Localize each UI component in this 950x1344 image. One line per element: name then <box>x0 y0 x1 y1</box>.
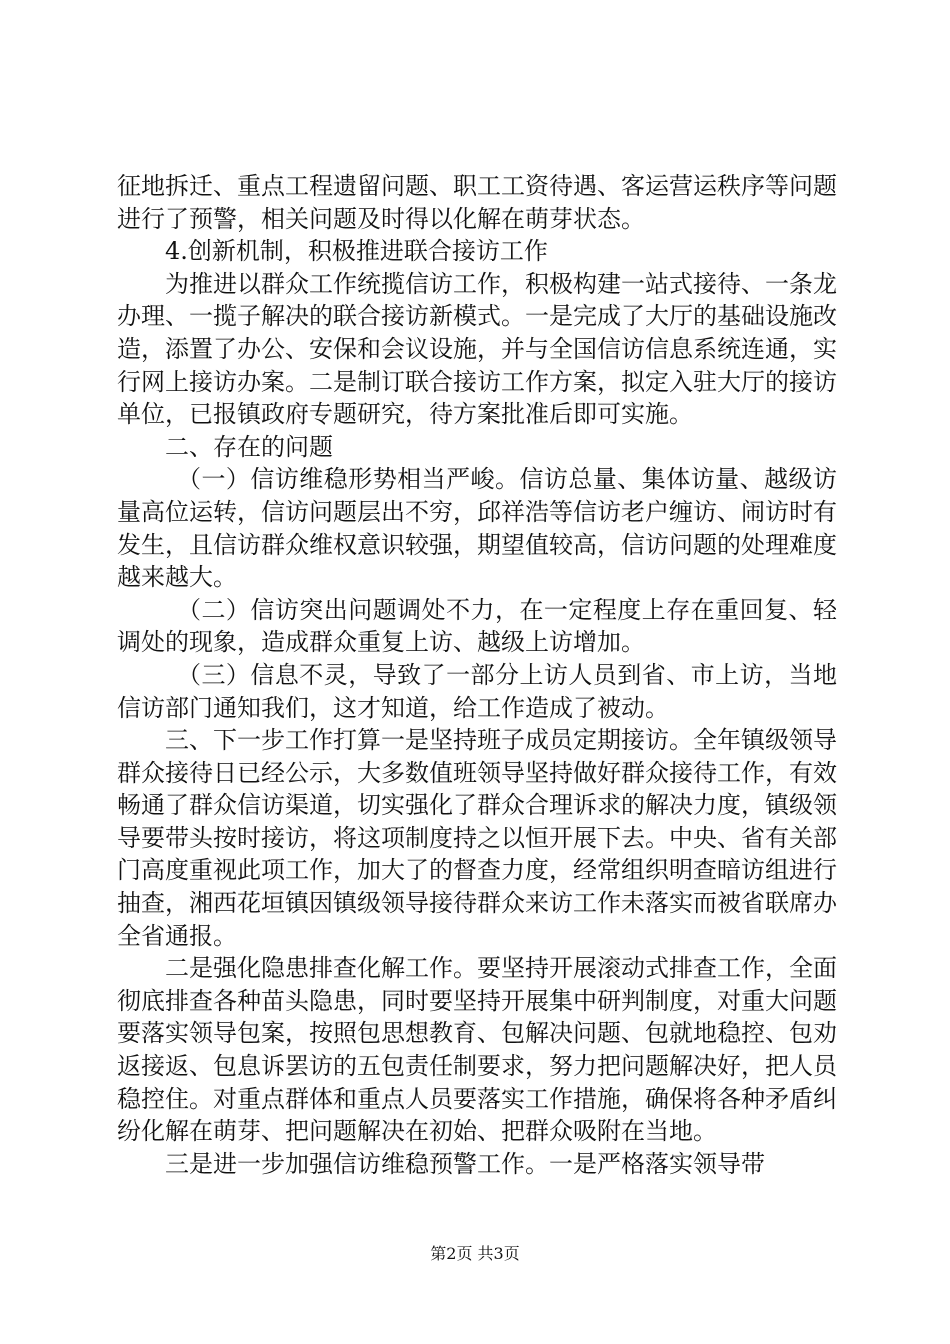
document-body <box>117 170 837 1180</box>
paragraph-risk-screening: 二是强化隐患排查化解工作。要坚持开展滚动式排查工作，全面彻底排查各种苗头隐患，同时要坚持开展集中研判制度，对重大问题要落实领导包案，按照包思想教育、包解决问题、包就地稳控、包劝返接返、包息诉罢访的五包责任制要求，努力把问题解决好，把人员稳控住。对重点群体和重点人员要落实工作措施，确保将各种矛盾纠纷化解在萌芽、把问题解决在初始、把群众吸附在当地。 <box>117 954 837 1146</box>
paragraph-early-warning: 三是进一步加强信访维稳预警工作。一是严格落实领导带 <box>165 1149 765 1178</box>
paragraph-problem-1: （一）信访维稳形势相当严峻。信访总量、集体访量、越级访量高位运转，信访问题层出不穷，邱祥浩等信访老户缠访、闹访时有发生，且信访群众维权意识较强，期望值较高，信访问题的处理难度越来越大。 <box>117 465 837 592</box>
paragraph-next-steps: 三、下一步工作打算一是坚持班子成员定期接访。全年镇级领导群众接待日已经公示，大多数值班领导坚持做好群众接待工作，有效畅通了群众信访渠道，切实强化了群众合理诉求的解决力度，镇级领导要带头按时接访，将这项制度持之以恒开展下去。中央、省有关部门高度重视此项工作，加大了的督查力度，经常组织明查暗访组进行抽查，湘西花垣镇因镇级领导接待群众来访工作未落实而被省联席办全省通报。 <box>117 726 837 950</box>
paragraph-problem-2: （二）信访突出问题调处不力，在一定程度上存在重回复、轻调处的现象，造成群众重复上访、越级上访增加。 <box>117 595 837 657</box>
paragraph-continuation: 征地拆迁、重点工程遗留问题、职工工资待遇、客运营运秩序等问题进行了预警，相关问题及时得以化解在萌芽状态。 <box>117 172 837 233</box>
page-number-footer: 第2页 共3页 <box>430 1244 520 1263</box>
paragraph-joint-reception: 为推进以群众工作统揽信访工作，积极构建一站式接待、一条龙办理、一揽子解决的联合接访新模式。一是完成了大厅的基础设施改造，添置了办公、安保和会议设施，并与全国信访信息系统连通，实行网上接访办案。二是制订联合接访工作方案，拟定入驻大厅的接访单位，已报镇政府专题研究，待方案批准后即可实施。 <box>117 269 837 429</box>
paragraph-problem-3: （三）信息不灵，导致了一部分上访人员到省、市上访，当地信访部门通知我们，这才知道，给工作造成了被动。 <box>117 660 837 722</box>
section-heading-joint-reception: 4.创新机制，积极推进联合接访工作 <box>165 237 548 266</box>
section-heading-problems: 二、存在的问题 <box>165 432 333 461</box>
